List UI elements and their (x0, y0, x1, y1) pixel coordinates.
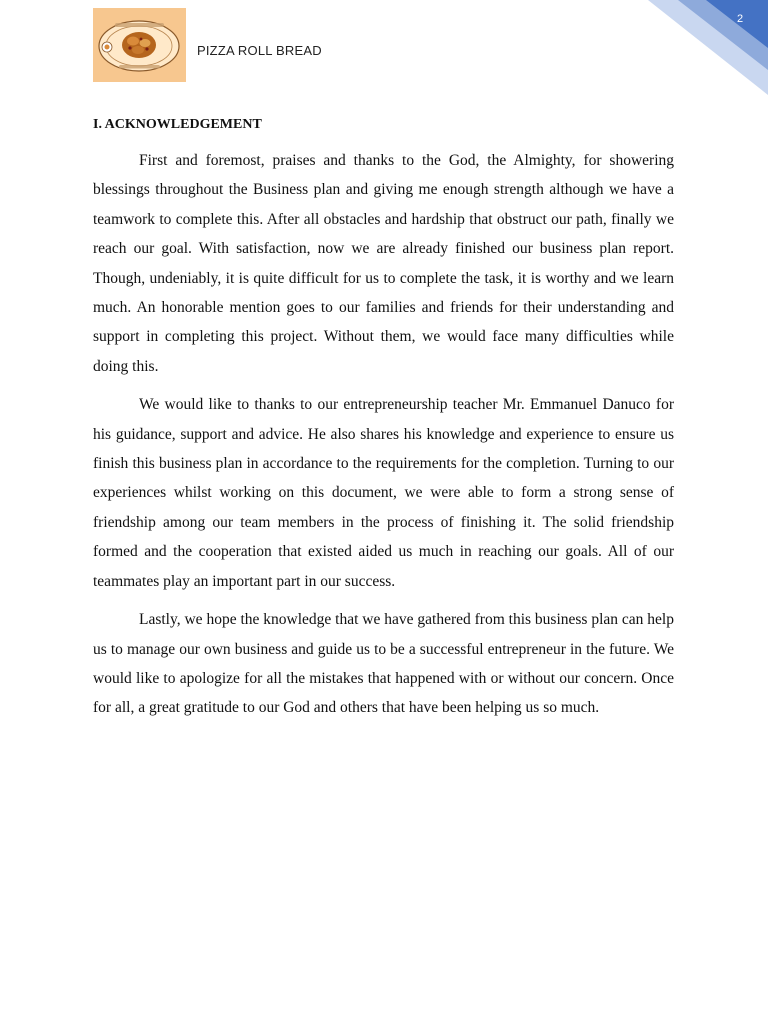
pizza-roll-bread-logo-icon (93, 8, 186, 82)
page-number: 2 (736, 13, 744, 25)
header-title: PIZZA ROLL BREAD (197, 43, 322, 58)
logo-graphic (93, 8, 186, 82)
paragraph-3: Lastly, we hope the knowledge that we have gathered from this business plan can help us to manage our own business and guide us to be a successful entrepreneur in the future. We would like to apologize for all the mistakes that happened with or without our concern. Once for all, a great gratitude to our God and others that have been helping us so much. (93, 611, 674, 717)
paragraph-2: We would like to thanks to our entrepreneurship teacher Mr. Emmanuel Danuco for his guidance, support and advice. He also shares his knowledge and experience to ensure us finish this business plan in accordance to the requirements for the completion. Turning to our experiences whilst working on this document, we were able to form a strong sense of friendship among our team members in the process of finishing it. The solid friendship formed and the cooperation that existed aided us much in reaching our goals. All of our teammates play an important part in our success. (93, 396, 674, 590)
acknowledgement-body (93, 146, 674, 732)
paragraph-1: First and foremost, praises and thanks to the God, the Almighty, for showering blessings throughout the Business plan and giving me enough strength although we have a teamwork to complete this. After all obstacles and hardship that obstruct our path, finally we reach our goal. With satisfaction, now we are already finished our business plan report. Though, undeniably, it is quite difficult for us to complete the task, it is worthy and we learn much. An honorable mention goes to our families and friends for their understanding and support in completing this project. Without them, we would face many difficulties while doing this. (93, 152, 674, 375)
section-heading: I. ACKNOWLEDGEMENT (93, 117, 262, 132)
